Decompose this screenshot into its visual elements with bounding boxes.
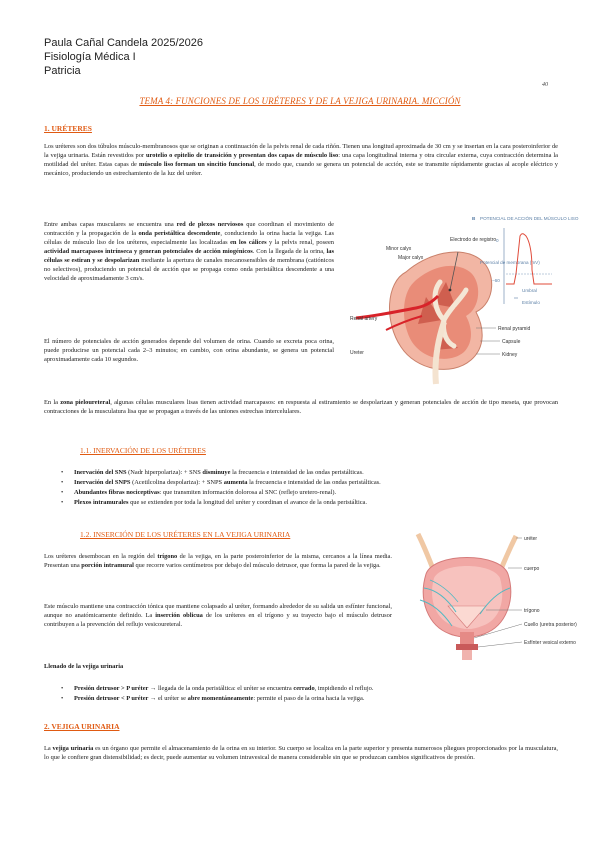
bladder-figure xyxy=(404,530,577,660)
paragraph-pieloureteral: En la zona pieloureteral, algunas células musculares lisas tienen actividad marcapasos: en respuesta al estiramiento se despolarizan y generan potenciales de acción de tipo meseta, que provocan contracciones de la musculatura lisa que se propagan a través de las uniones estrechas intercelulares. xyxy=(44,399,559,415)
bladder-neck xyxy=(460,632,474,644)
page-number: 40 xyxy=(542,82,548,88)
label-minor-calyx: Minor calyx xyxy=(386,246,412,252)
list-item: • Inervación del SNPS (Acetilcolina despolariza): + SNPS aumenta la frecuencia e intensidad de las ondas peristálticas. xyxy=(56,478,556,487)
kidney-action-potential-figure xyxy=(346,212,579,384)
paragraph-insercion: Los uréteres desembocan en la región del trígono de la vejiga, en la parte posteroinferior de la misma, cercanos a la línea media. Presentan una porción intramural que recorre varios centímetros por debajo del músculo detrusor, que forma la pared de la vejiga. xyxy=(44,553,392,569)
section-heading-insercion: 1.2. INSERCIÓN DE LOS URÉTERES EN LA VEJIGA URINARIA xyxy=(80,530,291,539)
action-potential-trace xyxy=(506,234,552,284)
label-kidney: Kidney xyxy=(502,352,518,358)
list-item: • Plexos intramurales que se extienden por toda la longitud del uréter y coordinan el avance de la onda peristáltica. xyxy=(56,498,556,507)
list-item: • Abundantes fibras nociceptivas: que transmiten información dolorosa al SNC (reflejo uretero-renal). xyxy=(56,488,556,497)
section-heading-vejiga: 2. VEJIGA URINARIA xyxy=(44,722,120,731)
tick-minus60: −60 xyxy=(492,278,500,283)
label-cuerpo: cuerpo xyxy=(524,566,540,572)
panel-title: POTENCIAL DE ACCIÓN DEL MÚSCULO LISO xyxy=(480,216,579,221)
paragraph-potenciales: El número de potenciales de acción generados depende del volumen de orina. Cuando se excreta poca orina, puede producirse un potencial cada 2–3 minutos; en cambio, con orina abundante, se genera un potencial aproximadamente cada 10 segundos. xyxy=(44,338,334,363)
label-renal-artery: Renal artery xyxy=(350,316,378,322)
list-llenado xyxy=(56,684,556,704)
external-sphincter xyxy=(456,644,478,650)
list-item: • Presión detrusor > P uréter → llegada de la onda peristáltica: el uréter se encuentra cerrado, impidiendo el reflujo. xyxy=(56,684,556,693)
list-item: • Inervación del SNS (Nadr hiperpolariza): + SNS disminuye la frecuencia e intensidad de las ondas peristálticas. xyxy=(56,468,556,477)
label-potential: Potencial de membrana (mV) xyxy=(480,260,540,265)
list-item: • Presión detrusor < P uréter → el uréter se abre momentáneamente: permite el paso de la orina hacia la vejiga. xyxy=(56,694,556,703)
document-header xyxy=(44,36,203,78)
page-title: TEMA 4: FUNCIONES DE LOS URÉTERES Y DE LA VEJIGA URINARIA. MICCIÓN xyxy=(139,96,461,106)
label-esfinter: Esfínter vesical externo xyxy=(524,640,576,646)
section-heading-inervacion: 1.1. INERVACIÓN DE LOS URÉTERES xyxy=(80,446,206,455)
label-umbral: Umbral xyxy=(522,288,537,293)
label-trigono: trígono xyxy=(524,608,540,614)
list-inervacion xyxy=(56,468,556,508)
label-cuello: Cuello (uretra posterior) xyxy=(524,622,577,628)
label-renal-pyramid: Renal pyramid xyxy=(498,326,531,332)
paragraph-vejiga: La vejiga urinaria es un órgano que permite el almacenamiento de la orina en su interior. Su cuerpo se localiza en la parte superior y presenta numerosos pliegues proporcionados por la musculatura, lo que le confiere gran distensibilidad; es decir, puede aumentar su volumen intravesical de manera considerable sin que se produzcan cambios significativos de presión. xyxy=(44,745,559,761)
label-ureter: uréter xyxy=(524,536,538,542)
label-ureter: Ureter xyxy=(350,350,364,356)
label-capsule: Capsule xyxy=(502,339,521,345)
course-name: Fisiología Médica I xyxy=(44,51,136,63)
tick-zero: 0 xyxy=(496,238,499,243)
label-electrode: Electrodo de registro xyxy=(450,237,497,243)
paragraph-detrusor: Este músculo mantiene una contracción tónica que mantiene colapsado al uréter, formando alrededor de su salida un esfínter funcional, aunque no anatómicamente definido. La inserción oblicua de los uréteres en el trígono y su trayecto bajo el músculo detrusor contribuyen a la prevención del reflujo vesicoureteral. xyxy=(44,603,392,628)
section-heading-ureteres: 1. URÉTERES xyxy=(44,124,92,133)
panel-letter: B xyxy=(472,216,476,221)
author-name: Paula Cañal Candela 2025/2026 xyxy=(44,37,204,49)
label-estimulo: Estímulo xyxy=(522,300,540,305)
teacher-name: Patricia xyxy=(44,65,81,77)
label-major-calyx: Major calyx xyxy=(398,255,424,261)
paragraph-plexos: Entre ambas capas musculares se encuentra una red de plexos nerviosos que coordinan el movimiento de contracción y la propagación de la onda peristáltica descendente, conduciendo la orina hacia la vejiga. Las células de músculo liso de los uréteres, especialmente las localizadas en los cálices y la pelvis renal, poseen actividad marcapasos intrínseca y generan potenciales de acción miogénicos. Con la llegada de la orina, las células se estiran y se despolarizan mediante la apertura de canales mecanosensibles de membrana (catiónicos no selectivos), produciendo un potencial de acción que se propaga como onda peristáltica descendente a una velocidad de aproximadamente 3 cm/s. xyxy=(44,221,334,282)
filling-heading: Llenado de la vejiga urinaria xyxy=(44,663,124,670)
paragraph-ureteres-intro: Los uréteres son dos túbulos músculo-membranosos que se originan a continuación de la pelvis renal de cada riñón. Tienen una longitud aproximada de 30 cm y se insertan en la cara posteroinferior de la vejiga urinaria. Están revestidos por urotelio o epitelio de transición y presentan dos capas de músculo liso: una capa longitudinal interna y otra circular externa, cuya contracción determina la motilidad del uréter. Estas capas de músculo liso forman un sincitio funcional, de modo que, cuando se genera un potencial de acción, este se transmite rápidamente gracias al acople eléctrico y mecánico, produciendo un estrechamiento de la luz del uréter. xyxy=(44,143,559,177)
